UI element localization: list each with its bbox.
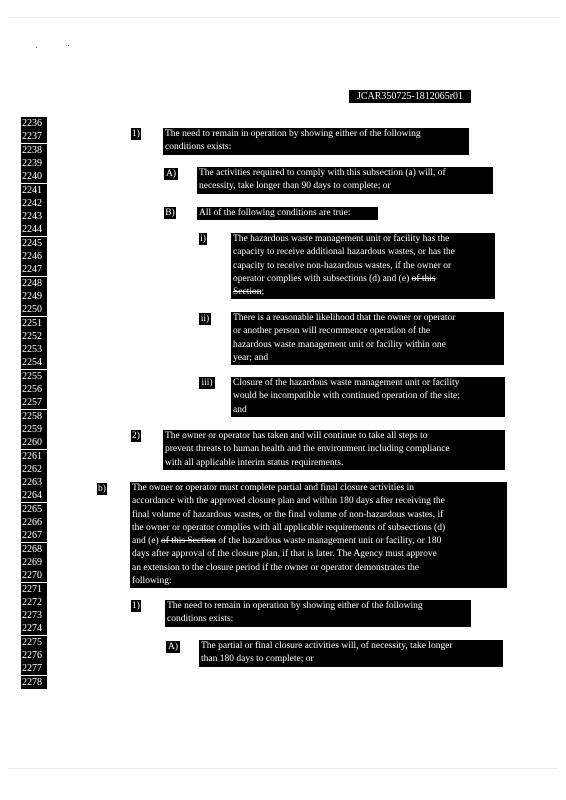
text-line (132, 535, 505, 548)
line-number: 2271 (21, 583, 47, 596)
para-b-complete-closure (130, 482, 507, 588)
text-line (233, 286, 493, 299)
marker-B: B) (165, 208, 175, 218)
line-number: 2248 (21, 277, 47, 290)
text-line: prevent threats to human health and the environment including compliance (165, 444, 450, 455)
line-number: 2273 (21, 609, 47, 622)
text-line: capacity to receive additional hazardous wastes, or has the (233, 247, 455, 258)
line-number: 2260 (21, 436, 47, 449)
marker-b: b) (98, 484, 106, 494)
line-number: 2241 (21, 184, 47, 197)
top-rule (8, 17, 558, 18)
line-number: 2269 (21, 556, 47, 569)
text-line: than 180 days to complete; or (201, 654, 314, 665)
para-A-activities (197, 167, 493, 194)
line-number: 2268 (21, 543, 47, 556)
line-number: 2239 (21, 157, 47, 170)
text-line: or another person will recommence operation of the (233, 326, 431, 337)
text-line: The owner or operator must complete partial and final closure activities in (132, 483, 414, 493)
line-number: 2276 (21, 649, 47, 662)
line-number: 2246 (21, 250, 47, 263)
marker-2: 2) (132, 431, 140, 441)
line-number: 2259 (21, 423, 47, 436)
marker-i: i) (200, 234, 206, 244)
bottom-rule (8, 768, 558, 769)
para-i-capacity (231, 233, 495, 299)
line-number: 2237 (21, 130, 47, 143)
line-number: 2242 (21, 197, 47, 210)
marker-1-second: 1) (132, 601, 140, 611)
text-line: conditions exists: (167, 614, 234, 625)
text-line: the owner or operator complies with all applicable requirements of subsections (d) (132, 522, 446, 533)
line-number: 2250 (21, 303, 47, 316)
line-number: 2272 (21, 596, 47, 609)
line-number: 2263 (21, 476, 47, 489)
marker-1: 1) (132, 129, 140, 139)
line-number: 2264 (21, 489, 47, 502)
text-line: conditions exists: (165, 142, 232, 153)
line-number: 2253 (21, 343, 47, 356)
text-line: The activities required to comply with this subsection (a) will, of (199, 168, 446, 178)
line-number: 2274 (21, 622, 47, 635)
text-segment: operator complies with subsections (d) and (e) (233, 273, 412, 284)
text-line: an extension to the closure period if the owner or operator demonstrates the (132, 562, 420, 573)
text-line: The owner or operator has taken and will continue to take all steps to (165, 431, 428, 441)
text-segment: ; (261, 287, 265, 298)
struck-text: of this (411, 273, 436, 284)
line-number: 2249 (21, 290, 47, 303)
text-line: accordance with the approved closure plan and within 180 days after receiving the (132, 496, 445, 507)
para-A-second-partial-closure (199, 640, 503, 667)
line-number: 2255 (21, 370, 47, 383)
line-number: 2257 (21, 396, 47, 409)
line-number: 2240 (21, 170, 47, 183)
marker-iii: iii) (199, 377, 215, 389)
line-number: 2236 (21, 117, 47, 130)
text-line: would be incompatible with continued operation of the site; (233, 391, 460, 402)
line-number: 2244 (21, 223, 47, 236)
document-id-header: JCAR350725-1812065r01 (349, 90, 471, 103)
text-line: hazardous waste management unit or facility within one (233, 339, 446, 350)
text-line: following: (132, 576, 172, 587)
line-number: 2256 (21, 383, 47, 396)
line-number: 2261 (21, 450, 47, 463)
para-1-need-to-remain (163, 128, 469, 155)
text-line: The partial or final closure activities will, of necessity, take longer (201, 641, 453, 651)
struck-text: Section (233, 287, 262, 298)
para-ii-likelihood (231, 312, 504, 365)
text-line: year; and (233, 352, 269, 363)
text-segment: of the hazardous waste management unit or facility, or 180 (215, 536, 442, 547)
line-number: 2278 (21, 676, 47, 689)
line-number: 2252 (21, 330, 47, 343)
line-number: 2251 (21, 317, 47, 330)
text-segment: and (e) (132, 536, 162, 547)
line-number: 2277 (21, 662, 47, 675)
marker-A-second: A) (167, 642, 179, 652)
text-line: There is a reasonable likelihood that the owner or operator (233, 313, 456, 323)
text-line: The need to remain in operation by showing either of the following (165, 129, 421, 139)
line-number: 2266 (21, 516, 47, 529)
line-number: 2265 (21, 503, 47, 516)
line-number: 2267 (21, 529, 47, 542)
para-1-second-need-to-remain (165, 600, 471, 627)
para-iii-closure (231, 377, 505, 417)
marker-ii: ii) (200, 314, 210, 324)
line-number: 2254 (21, 356, 47, 369)
line-number: 2262 (21, 463, 47, 476)
line-number: 2270 (21, 569, 47, 582)
text-line: and (233, 404, 247, 415)
para-B-conditions (197, 207, 378, 220)
text-line: necessity, take longer than 90 days to complete; or (199, 181, 391, 192)
text-line (233, 273, 493, 286)
line-number: 2243 (21, 210, 47, 223)
text-line: capacity to receive non-hazardous wastes, if the owner or (233, 260, 452, 271)
scan-speck (36, 47, 37, 48)
text-line: final volume of hazardous wastes, or the final volume of non-hazardous wastes, if (132, 509, 444, 520)
marker-A: A) (165, 169, 177, 179)
text-line: The hazardous waste management unit or facility has the (233, 234, 450, 244)
line-number: 2258 (21, 410, 47, 423)
text-line: days after approval of the closure plan, if that is later. The Agency must approve (132, 549, 437, 560)
line-number: 2245 (21, 237, 47, 250)
line-number: 2275 (21, 636, 47, 649)
scan-speck (68, 45, 69, 46)
text-line: The need to remain in operation by showing either of the following (167, 601, 423, 611)
struck-text: of this Section (161, 536, 216, 547)
line-number: 2247 (21, 263, 47, 276)
text-line: Closure of the hazardous waste management unit or facility (233, 378, 460, 388)
line-number: 2238 (21, 144, 47, 157)
para-2-steps (163, 430, 505, 470)
text-line: with all applicable interim status requirements. (165, 457, 344, 468)
text-line: All of the following conditions are true: (199, 208, 351, 218)
